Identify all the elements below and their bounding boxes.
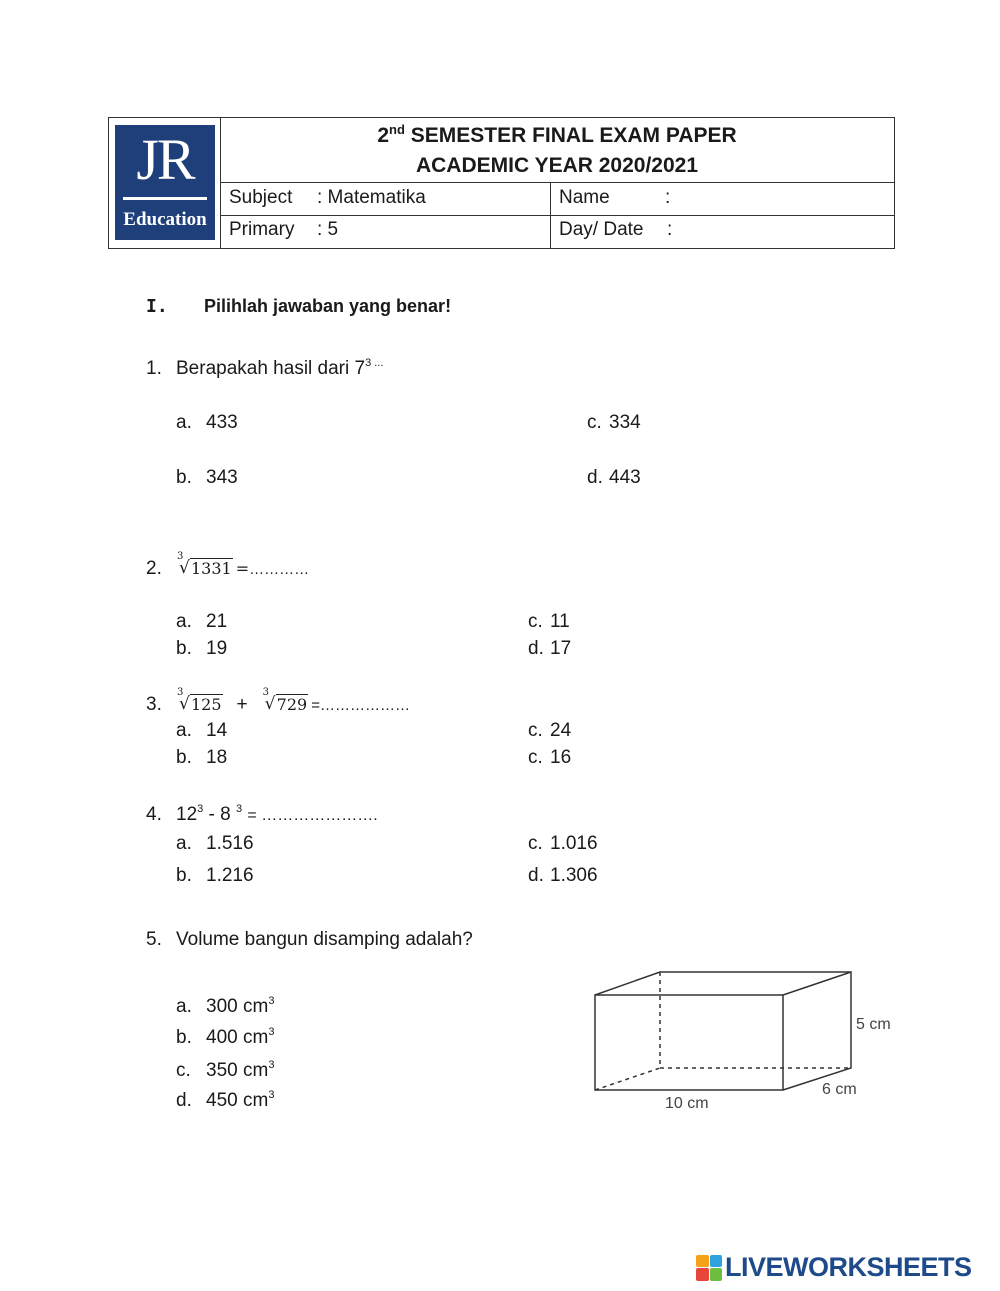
exam-title-line2: ACADEMIC YEAR 2020/2021 <box>415 154 699 177</box>
question-text: Volume bangun disamping adalah? <box>176 929 473 950</box>
title-ordinal: 2 <box>377 124 389 147</box>
option-a: a. 14 <box>176 720 228 741</box>
date-label: Day/ Date <box>559 219 644 240</box>
cube-root-expression: 3 √ 729 <box>262 687 308 714</box>
option-b: b. 1.216 <box>176 865 254 886</box>
question-number: 5. <box>146 929 162 950</box>
cuboid-figure <box>580 960 910 1120</box>
option-d: d. 443 <box>587 467 641 488</box>
length-label: 10 cm <box>665 1095 709 1112</box>
header-divider <box>550 182 551 248</box>
cuboid-back-edges <box>595 972 851 1090</box>
question-2 <box>146 551 310 580</box>
logo-text: JR <box>136 127 194 192</box>
title-ordinal-suffix: nd <box>389 122 405 137</box>
logo-underline <box>123 197 207 200</box>
option-a: a. 21 <box>176 611 228 632</box>
height-label: 5 cm <box>856 1016 891 1033</box>
liveworksheets-watermark <box>696 1252 972 1283</box>
section-number: I. <box>146 296 168 317</box>
question-number: 4. <box>146 804 162 825</box>
answer-blank: ………… <box>249 561 310 578</box>
subject-value: : Matematika <box>317 187 426 208</box>
option-b: b. 18 <box>176 747 228 768</box>
option-d: d. 17 <box>528 638 572 659</box>
option-b: b. 19 <box>176 638 228 659</box>
question-text: Berapakah hasil dari 7 <box>176 358 366 379</box>
name-value: : <box>665 187 671 208</box>
option-c: c. 24 <box>528 720 572 741</box>
question-5 <box>146 929 473 951</box>
header-divider <box>220 182 895 183</box>
option-c: c. 350 $cm^3$ <box>176 1059 275 1081</box>
question-4: 4. $12^3 - 8$ $^3$ = …………………. <box>146 803 378 825</box>
question-3 <box>146 687 410 716</box>
question-number: 1. <box>146 358 162 379</box>
liveworksheets-badge-icon <box>696 1255 722 1281</box>
cuboid-hidden-edge <box>595 1068 660 1090</box>
option-a: a. 300 $cm^3$ <box>176 995 275 1017</box>
header-divider <box>220 215 895 216</box>
cuboid-top-edge <box>783 972 851 995</box>
depth-label: 6 cm <box>822 1081 857 1098</box>
question-number: 3. <box>146 694 162 715</box>
subject-label: Subject <box>229 187 293 208</box>
cube-root-expression: 3 √ 1331 <box>177 551 232 578</box>
option-b: b. 343 <box>176 467 238 488</box>
exam-title-line1 <box>220 122 894 148</box>
date-value: : <box>667 219 673 240</box>
answer-blank: = …………………. <box>247 807 378 824</box>
option-c: c. 1.016 <box>528 833 598 854</box>
option-a: a. 433 <box>176 412 238 433</box>
exam-header-table <box>108 117 895 249</box>
name-label: Name <box>559 187 610 208</box>
logo-subtext: Education <box>123 209 207 230</box>
question-1 <box>146 357 383 380</box>
option-b: b. 400 $cm^3$ <box>176 1026 275 1048</box>
option-d: d. 1.306 <box>528 865 598 886</box>
option-c-second: c. 16 <box>528 747 572 768</box>
cuboid-front-face <box>595 995 783 1090</box>
watermark-text: LIVEWORKSHEETS <box>725 1252 972 1282</box>
plus-sign: + <box>236 694 248 715</box>
option-c: c. 11 <box>528 611 570 632</box>
primary-label: Primary <box>229 219 295 240</box>
option-c: c. 334 <box>587 412 641 433</box>
jr-education-logo <box>115 125 215 240</box>
option-d: d. 450 $cm^3$ <box>176 1089 275 1111</box>
question-number: 2. <box>146 558 162 579</box>
logo-cell <box>109 118 221 248</box>
equals-sign: = <box>235 559 250 578</box>
question-exponent: 3 ... <box>365 357 384 369</box>
section-heading <box>146 296 451 317</box>
title-text: SEMESTER FINAL EXAM PAPER <box>410 124 737 147</box>
primary-value: : 5 <box>317 219 339 240</box>
answer-blank: =……………… <box>311 697 410 714</box>
option-a: a. 1.516 <box>176 833 254 854</box>
section-instruction: Pilihlah jawaban yang benar! <box>204 296 452 316</box>
cube-root-expression: 3 √ 125 <box>177 687 222 714</box>
